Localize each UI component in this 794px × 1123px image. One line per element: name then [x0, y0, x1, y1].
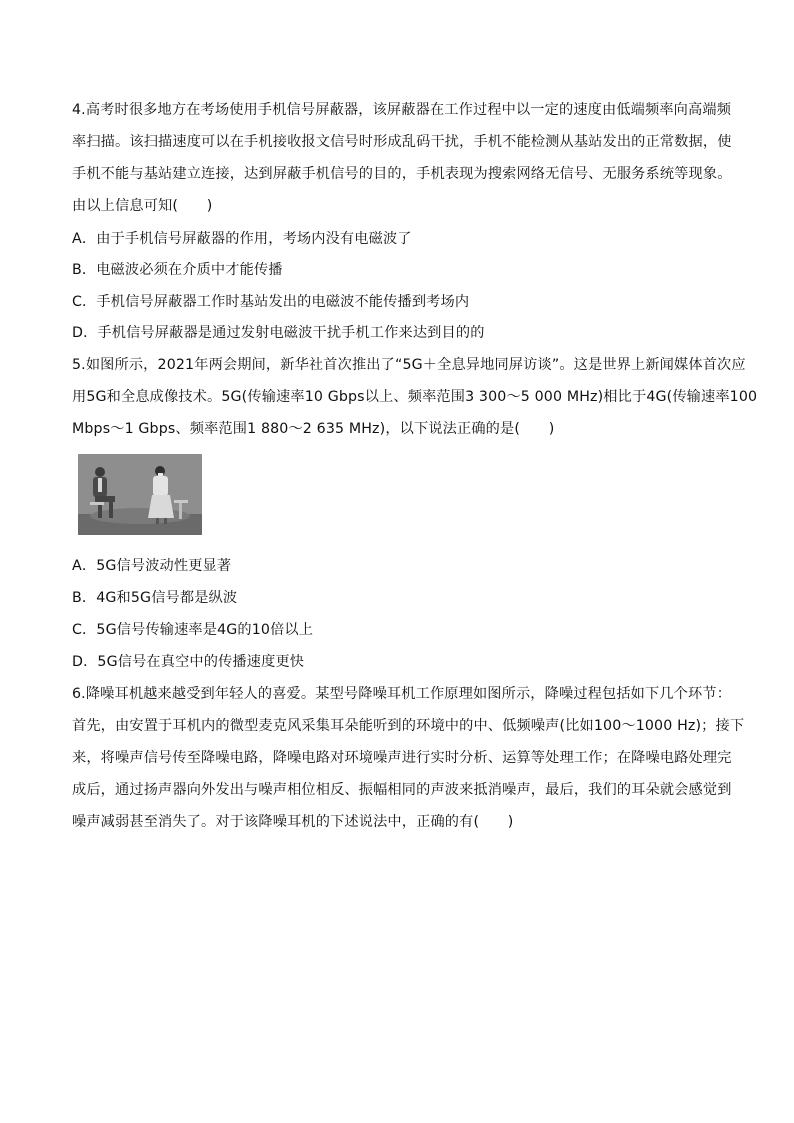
- q4-stem-line-1: 4.高考时很多地方在考场使用手机信号屏蔽器，该屏蔽器在工作过程中以一定的速度由低端频率向高端频: [72, 102, 732, 118]
- q5-stem-line-3: Mbps～1 Gbps、频率范围1 880～2 635 MHz)，以下说法正确的是( ): [72, 421, 555, 437]
- q6-stem-line-2: 首先，由安置于耳机内的微型麦克风采集耳朵能听到的环境中的中、低频噪声(比如100～1000 Hz)；接下: [72, 718, 745, 734]
- q4-option-d: D．手机信号屏蔽器是通过发射电磁波干扰手机工作来达到目的的: [72, 325, 485, 341]
- q4-stem-line-3: 手机不能与基站建立连接，达到屏蔽手机信号的目的，手机表现为搜索网络无信号、无服务系统等现象。: [72, 166, 732, 182]
- q5-option-a: A．5G信号波动性更显著: [72, 558, 232, 574]
- interview-photo: [78, 454, 202, 535]
- q6-stem-line-4: 成后，通过扬声器向外发出与噪声相位相反、振幅相同的声波来抵消噪声，最后，我们的耳朵就会感觉到: [72, 782, 732, 798]
- q4-stem-line-2: 率扫描。该扫描速度可以在手机接收报文信号时形成乱码干扰，手机不能检测从基站发出的正常数据，使: [72, 134, 732, 150]
- q6-stem-line-5: 噪声减弱甚至消失了。对于该降噪耳机的下述说法中，正确的有( ): [72, 814, 514, 830]
- q4-option-b: B．电磁波必须在介质中才能传播: [72, 262, 283, 278]
- q5-stem-line-2: 用5G和全息成像技术。5G(传输速率10 Gbps以上、频率范围3 300～5 000 MHz)相比于4G(传输速率100: [72, 389, 758, 405]
- q5-stem-line-1: 5.如图所示，2021年两会期间，新华社首次推出了“5G＋全息异地同屏访谈”。这是世界上新闻媒体首次应: [72, 357, 746, 373]
- q4-option-a: A．由于手机信号屏蔽器的作用，考场内没有电磁波了: [72, 231, 412, 247]
- q6-stem-line-3: 来，将噪声信号传至降噪电路，降噪电路对环境噪声进行实时分析、运算等处理工作；在降噪电路处理完: [72, 750, 732, 766]
- q4-option-c: C．手机信号屏蔽器工作时基站发出的电磁波不能传播到考场内: [72, 294, 470, 310]
- q6-stem-line-1: 6.降噪耳机越来越受到年轻人的喜爱。某型号降噪耳机工作原理如图所示，降噪过程包括如下几个环节：: [72, 686, 732, 702]
- interview-photo-illustration: [78, 454, 202, 535]
- q5-option-c: C．5G信号传输速率是4G的10倍以上: [72, 622, 314, 638]
- q5-option-d: D．5G信号在真空中的传播速度更快: [72, 654, 305, 670]
- q5-option-b: B．4G和5G信号都是纵波: [72, 590, 238, 606]
- q4-stem-line-4: 由以上信息可知( ): [72, 198, 213, 214]
